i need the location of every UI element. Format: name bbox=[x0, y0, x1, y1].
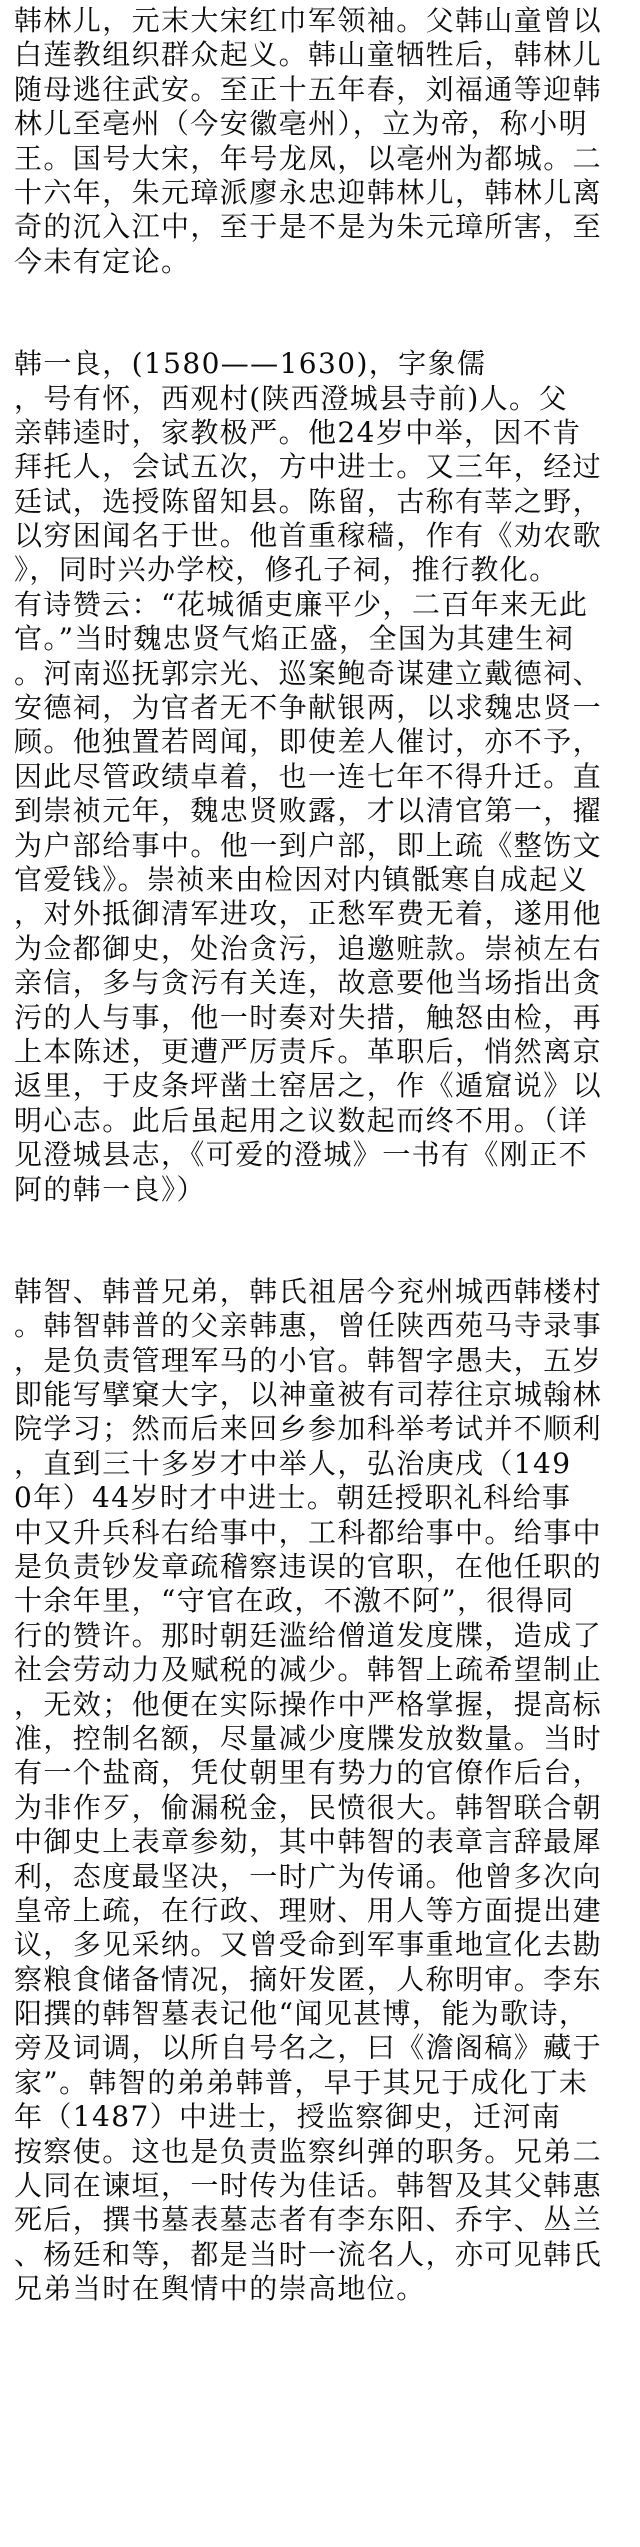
text-line: 是负责钞发章疏稽察违误的官职，在他任职的 bbox=[14, 1550, 603, 1584]
text-line: 亲韩逵时，家教极严。他24岁中举，因不肯 bbox=[14, 415, 582, 449]
text-line: 利，态度最坚决，一时广为传诵。他曾多次向 bbox=[14, 1859, 603, 1893]
text-line: 韩林儿，元末大宋红巾军领袖。父韩山童曾以 bbox=[14, 4, 603, 37]
text-line: 察粮食储备情况，摘奸发匿，人称明审。李东 bbox=[14, 1962, 603, 1996]
text-line: ，号有怀，西观村(陕西澄城县寺前)人。父 bbox=[14, 381, 568, 415]
text-line: 社会劳动力及赋税的减少。韩智上疏希望制止 bbox=[14, 1653, 603, 1687]
text-line: 0年）44岁时才中进士。朝廷授职礼科给事 bbox=[14, 1481, 572, 1515]
text-line: ，是负责管理军马的小官。韩智字愚夫，五岁 bbox=[14, 1343, 603, 1377]
text-line: 白莲教组织群众起义。韩山童牺牲后，韩林儿 bbox=[14, 38, 603, 72]
text-line: 韩一良，(1580——1630)，字象儒 bbox=[14, 347, 487, 381]
text-line: 中御史上表章参劾，其中韩智的表章言辞最犀 bbox=[14, 1825, 603, 1859]
text-line: 官爱钱》。崇祯来由检因对内镇骶寒自成起义 bbox=[14, 862, 589, 896]
text-line: 》，同时兴办学校，修孔子祠，推行教化。 bbox=[14, 553, 559, 587]
text-line: 议，多见采纳。又曾受命到军事重地宣化去勘 bbox=[14, 1928, 603, 1962]
text-line: 人同在谏垣，一时传为佳话。韩智及其父韩惠 bbox=[14, 2169, 603, 2203]
text-line: 廷试，选授陈留知县。陈留，古称有莘之野， bbox=[14, 484, 603, 518]
text-line: 年（1487）中进士，授监察御史，迁河南 bbox=[14, 2100, 562, 2134]
text-line: 因此尽管政绩卓着，也一连七年不得升迁。直 bbox=[14, 759, 603, 793]
text-line: 安德祠，为官者无不争献银两，以求魏忠贤一 bbox=[14, 691, 603, 725]
text-line: 为户部给事中。他一到户部，即上疏《整饬文 bbox=[14, 828, 603, 862]
text-line: 有一个盐商，凭仗朝里有势力的官僚作后台， bbox=[14, 1756, 603, 1790]
paragraph-gap bbox=[14, 279, 630, 347]
text-line: 随母逃往武安。至正十五年春，刘福通等迎韩 bbox=[14, 72, 603, 106]
text-line: 阳撰的韩智墓表记他“闻见甚博，能为歌诗， bbox=[14, 1997, 589, 2031]
text-line: 十六年，朱元璋派廖永忠迎韩林儿，韩林儿离 bbox=[14, 175, 603, 209]
text-line: 以穷困闻名于世。他首重稼穑，作有《劝农歌 bbox=[14, 519, 603, 553]
text-line: 。韩智韩普的父亲韩惠，曾任陕西苑马寺录事 bbox=[14, 1309, 603, 1343]
text-line: ，无效；他便在实际操作中严格掌握，提高标 bbox=[14, 1687, 603, 1721]
text-line: 明心志。此后虽起用之议数起而终不用。（详 bbox=[14, 1103, 589, 1137]
text-line: ，直到三十多岁才中举人，弘治庚戌（149 bbox=[14, 1446, 572, 1480]
text-line: 拜托人，会试五次，方中进士。又三年，经过 bbox=[14, 450, 603, 484]
text-line: 亲信，多与贪污有关连，故意要他当场指出贪 bbox=[14, 966, 603, 1000]
text-line: 有诗赞云：“花城循吏廉平少，二百年来无此 bbox=[14, 587, 589, 621]
text-line: 阿的韩一良》） bbox=[14, 1172, 206, 1206]
text-line: 旁及词调，以所自号名之，曰《澹阁稿》藏于 bbox=[14, 2031, 603, 2065]
text-line: 即能写擘窠大字，以神童被有司荐往京城翰林 bbox=[14, 1378, 603, 1412]
text-line: 为非作歹，偷漏税金，民愤很大。韩智联合朝 bbox=[14, 1790, 603, 1824]
text-line: ，对外抵御清军进攻，正愁军费无着，遂用他 bbox=[14, 897, 603, 931]
text-line: 林儿至亳州（今安徽亳州），立为帝，称小明 bbox=[14, 107, 589, 141]
text-line: 官。”当时魏忠贤气焰正盛，全国为其建生祠 bbox=[14, 622, 575, 656]
text-line: 皇帝上疏，在行政、理财、用人等方面提出建 bbox=[14, 1893, 603, 1927]
text-line: 行的赞许。那时朝廷滥给僧道发度牒，造成了 bbox=[14, 1618, 603, 1652]
text-line: 王。国号大宋，年号龙凤，以亳州为都城。二 bbox=[14, 141, 603, 175]
text-line: 、杨廷和等，都是当时一流名人，亦可见韩氏 bbox=[14, 2237, 603, 2271]
paragraph-gap bbox=[14, 1207, 630, 1275]
text-line: 到崇祯元年，魏忠贤败露，才以清官第一，擢 bbox=[14, 794, 603, 828]
entry-han-yiliang bbox=[14, 347, 630, 1207]
text-line: 奇的沉入江中，至于是不是为朱元璋所害，至 bbox=[14, 210, 603, 244]
text-line: 见澄城县志，《可爱的澄城》一书有《刚正不 bbox=[14, 1138, 589, 1172]
text-line: 中又升兵科右给事中，工科都给事中。给事中 bbox=[14, 1515, 603, 1549]
text-line: 返里，于皮条坪凿土窑居之，作《遁窟说》以 bbox=[14, 1069, 603, 1103]
text-line: 顾。他独置若罔闻，即使差人催讨，亦不予， bbox=[14, 725, 603, 759]
text-line: 死后，撰书墓表墓志者有李东阳、乔宇、丛兰 bbox=[14, 2203, 603, 2237]
text-line: 韩智、韩普兄弟，韩氏祖居今兖州城西韩楼村 bbox=[14, 1274, 603, 1308]
text-line: 污的人与事，他一时奏对失措，触怒由检，再 bbox=[14, 1000, 603, 1034]
text-line: 兄弟当时在舆情中的崇高地位。 bbox=[14, 2272, 426, 2306]
text-line: 十余年里，“守官在政，不激不阿”，很得同 bbox=[14, 1584, 575, 1618]
text-line: 。河南巡抚郭宗光、巡案鲍奇谋建立戴德祠、 bbox=[14, 656, 603, 690]
entry-han-zhi-han-pu bbox=[14, 1275, 630, 2307]
text-line: 为佥都御史，处治贪污，追邀赃款。崇祯左右 bbox=[14, 931, 603, 965]
text-line: 院学习；然而后来回乡参加科举考试并不顺利 bbox=[14, 1412, 603, 1446]
entry-han-liner bbox=[14, 4, 630, 279]
text-line: 今未有定论。 bbox=[14, 244, 191, 278]
text-line: 家”。韩智的弟弟韩普，早于其兄于成化丁未 bbox=[14, 2065, 589, 2099]
text-line: 按察使。这也是负责监察纠弹的职务。兄弟二 bbox=[14, 2134, 603, 2168]
text-line: 准，控制名额，尽量减少度牒发放数量。当时 bbox=[14, 1721, 603, 1755]
text-line: 上本陈述，更遭严厉责斥。革职后，悄然离京 bbox=[14, 1034, 603, 1068]
